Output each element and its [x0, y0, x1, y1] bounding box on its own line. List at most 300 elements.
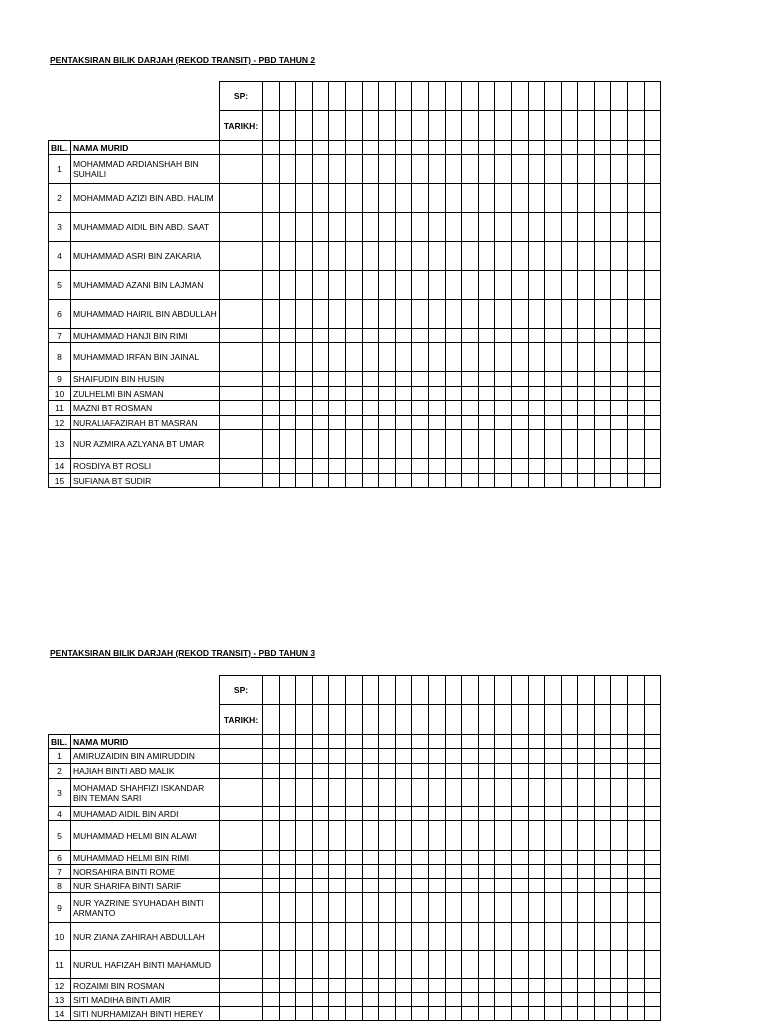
grid-cell[interactable] [478, 242, 495, 271]
grid-cell[interactable] [628, 141, 645, 155]
grid-cell[interactable] [611, 372, 628, 387]
grid-cell[interactable] [644, 865, 661, 879]
grid-cell[interactable] [545, 430, 562, 459]
grid-cell[interactable] [561, 416, 578, 430]
grid-cell[interactable] [412, 807, 429, 821]
grid-cell[interactable] [329, 387, 346, 401]
grid-cell[interactable] [345, 387, 362, 401]
grid-cell[interactable] [428, 893, 445, 923]
grid-cell[interactable] [478, 430, 495, 459]
grid-cell[interactable] [412, 372, 429, 387]
grid-cell[interactable] [545, 416, 562, 430]
grid-cell[interactable] [462, 779, 479, 807]
grid-cell[interactable] [478, 851, 495, 865]
grid-cell[interactable] [379, 213, 396, 242]
grid-cell[interactable] [345, 851, 362, 865]
grid-cell[interactable] [462, 764, 479, 779]
sp-cell[interactable] [220, 779, 263, 807]
grid-cell[interactable] [395, 343, 412, 372]
grid-cell[interactable] [594, 300, 611, 329]
grid-cell[interactable] [611, 213, 628, 242]
sp-cell[interactable] [220, 893, 263, 923]
grid-cell[interactable] [478, 111, 495, 141]
grid-cell[interactable] [561, 807, 578, 821]
grid-cell[interactable] [362, 993, 379, 1007]
grid-cell[interactable] [362, 111, 379, 141]
grid-cell[interactable] [279, 329, 296, 343]
grid-cell[interactable] [362, 474, 379, 488]
grid-cell[interactable] [296, 993, 313, 1007]
grid-cell[interactable] [528, 993, 545, 1007]
grid-cell[interactable] [478, 155, 495, 184]
grid-cell[interactable] [611, 242, 628, 271]
grid-cell[interactable] [362, 865, 379, 879]
grid-cell[interactable] [611, 764, 628, 779]
grid-cell[interactable] [611, 807, 628, 821]
grid-cell[interactable] [279, 242, 296, 271]
grid-cell[interactable] [462, 923, 479, 951]
grid-cell[interactable] [312, 329, 329, 343]
grid-cell[interactable] [329, 951, 346, 979]
grid-cell[interactable] [628, 851, 645, 865]
grid-cell[interactable] [395, 459, 412, 474]
grid-cell[interactable] [644, 387, 661, 401]
grid-cell[interactable] [345, 184, 362, 213]
grid-cell[interactable] [578, 213, 595, 242]
grid-cell[interactable] [296, 329, 313, 343]
grid-cell[interactable] [578, 184, 595, 213]
grid-cell[interactable] [561, 300, 578, 329]
grid-cell[interactable] [296, 851, 313, 865]
grid-cell[interactable] [395, 851, 412, 865]
sp-cell[interactable] [220, 242, 263, 271]
grid-cell[interactable] [412, 779, 429, 807]
grid-cell[interactable] [545, 82, 562, 111]
sp-cell[interactable] [220, 343, 263, 372]
grid-cell[interactable] [511, 329, 528, 343]
grid-cell[interactable] [478, 865, 495, 879]
grid-cell[interactable] [279, 401, 296, 416]
grid-cell[interactable] [345, 242, 362, 271]
grid-cell[interactable] [462, 474, 479, 488]
grid-cell[interactable] [379, 401, 396, 416]
grid-cell[interactable] [611, 141, 628, 155]
sp-cell[interactable] [220, 430, 263, 459]
grid-cell[interactable] [594, 343, 611, 372]
grid-cell[interactable] [561, 141, 578, 155]
grid-cell[interactable] [594, 372, 611, 387]
grid-cell[interactable] [545, 821, 562, 851]
grid-cell[interactable] [296, 749, 313, 764]
grid-cell[interactable] [462, 705, 479, 735]
grid-cell[interactable] [329, 879, 346, 893]
grid-cell[interactable] [445, 676, 462, 705]
grid-cell[interactable] [279, 474, 296, 488]
grid-cell[interactable] [462, 329, 479, 343]
grid-cell[interactable] [561, 979, 578, 993]
grid-cell[interactable] [412, 111, 429, 141]
grid-cell[interactable] [345, 111, 362, 141]
grid-cell[interactable] [578, 430, 595, 459]
grid-cell[interactable] [329, 329, 346, 343]
grid-cell[interactable] [511, 242, 528, 271]
grid-cell[interactable] [495, 213, 512, 242]
grid-cell[interactable] [511, 459, 528, 474]
grid-cell[interactable] [478, 300, 495, 329]
grid-cell[interactable] [412, 705, 429, 735]
grid-cell[interactable] [528, 329, 545, 343]
grid-cell[interactable] [511, 372, 528, 387]
grid-cell[interactable] [462, 372, 479, 387]
grid-cell[interactable] [428, 155, 445, 184]
grid-cell[interactable] [329, 821, 346, 851]
sp-cell[interactable] [220, 951, 263, 979]
grid-cell[interactable] [379, 749, 396, 764]
grid-cell[interactable] [329, 271, 346, 300]
grid-cell[interactable] [644, 851, 661, 865]
grid-cell[interactable] [412, 141, 429, 155]
grid-cell[interactable] [462, 749, 479, 764]
grid-cell[interactable] [462, 993, 479, 1007]
grid-cell[interactable] [296, 705, 313, 735]
grid-cell[interactable] [495, 184, 512, 213]
grid-cell[interactable] [445, 82, 462, 111]
grid-cell[interactable] [511, 82, 528, 111]
grid-cell[interactable] [528, 271, 545, 300]
grid-cell[interactable] [628, 430, 645, 459]
grid-cell[interactable] [345, 879, 362, 893]
grid-cell[interactable] [279, 735, 296, 749]
grid-cell[interactable] [329, 807, 346, 821]
grid-cell[interactable] [329, 372, 346, 387]
grid-cell[interactable] [395, 779, 412, 807]
grid-cell[interactable] [412, 865, 429, 879]
grid-cell[interactable] [379, 979, 396, 993]
grid-cell[interactable] [345, 401, 362, 416]
grid-cell[interactable] [279, 764, 296, 779]
grid-cell[interactable] [495, 155, 512, 184]
sp-cell[interactable] [220, 1007, 263, 1021]
grid-cell[interactable] [329, 401, 346, 416]
grid-cell[interactable] [445, 821, 462, 851]
grid-cell[interactable] [578, 749, 595, 764]
sp-cell[interactable] [220, 865, 263, 879]
grid-cell[interactable] [362, 213, 379, 242]
grid-cell[interactable] [296, 879, 313, 893]
grid-cell[interactable] [545, 213, 562, 242]
grid-cell[interactable] [644, 329, 661, 343]
grid-cell[interactable] [428, 242, 445, 271]
grid-cell[interactable] [312, 923, 329, 951]
grid-cell[interactable] [379, 300, 396, 329]
grid-cell[interactable] [561, 993, 578, 1007]
grid-cell[interactable] [611, 474, 628, 488]
grid-cell[interactable] [263, 343, 280, 372]
grid-cell[interactable] [561, 184, 578, 213]
grid-cell[interactable] [296, 184, 313, 213]
grid-cell[interactable] [263, 430, 280, 459]
grid-cell[interactable] [528, 764, 545, 779]
grid-cell[interactable] [445, 879, 462, 893]
grid-cell[interactable] [428, 951, 445, 979]
grid-cell[interactable] [312, 155, 329, 184]
grid-cell[interactable] [279, 807, 296, 821]
grid-cell[interactable] [362, 821, 379, 851]
grid-cell[interactable] [462, 242, 479, 271]
grid-cell[interactable] [379, 993, 396, 1007]
grid-cell[interactable] [495, 372, 512, 387]
grid-cell[interactable] [379, 705, 396, 735]
grid-cell[interactable] [362, 779, 379, 807]
grid-cell[interactable] [329, 865, 346, 879]
grid-cell[interactable] [478, 82, 495, 111]
grid-cell[interactable] [263, 141, 280, 155]
grid-cell[interactable] [279, 893, 296, 923]
grid-cell[interactable] [628, 300, 645, 329]
grid-cell[interactable] [279, 155, 296, 184]
grid-cell[interactable] [279, 459, 296, 474]
grid-cell[interactable] [395, 923, 412, 951]
grid-cell[interactable] [296, 807, 313, 821]
grid-cell[interactable] [428, 430, 445, 459]
grid-cell[interactable] [312, 184, 329, 213]
grid-cell[interactable] [478, 923, 495, 951]
grid-cell[interactable] [345, 271, 362, 300]
grid-cell[interactable] [594, 993, 611, 1007]
grid-cell[interactable] [263, 416, 280, 430]
grid-cell[interactable] [611, 459, 628, 474]
grid-cell[interactable] [495, 676, 512, 705]
grid-cell[interactable] [545, 459, 562, 474]
grid-cell[interactable] [345, 979, 362, 993]
grid-cell[interactable] [644, 82, 661, 111]
grid-cell[interactable] [462, 271, 479, 300]
grid-cell[interactable] [628, 401, 645, 416]
grid-cell[interactable] [412, 430, 429, 459]
grid-cell[interactable] [644, 735, 661, 749]
grid-cell[interactable] [644, 705, 661, 735]
grid-cell[interactable] [395, 300, 412, 329]
grid-cell[interactable] [462, 300, 479, 329]
grid-cell[interactable] [594, 821, 611, 851]
grid-cell[interactable] [511, 676, 528, 705]
grid-cell[interactable] [511, 735, 528, 749]
grid-cell[interactable] [561, 865, 578, 879]
grid-cell[interactable] [462, 416, 479, 430]
grid-cell[interactable] [279, 271, 296, 300]
grid-cell[interactable] [511, 923, 528, 951]
grid-cell[interactable] [511, 879, 528, 893]
grid-cell[interactable] [279, 951, 296, 979]
grid-cell[interactable] [329, 82, 346, 111]
grid-cell[interactable] [545, 807, 562, 821]
grid-cell[interactable] [478, 401, 495, 416]
grid-cell[interactable] [462, 865, 479, 879]
grid-cell[interactable] [395, 807, 412, 821]
grid-cell[interactable] [362, 951, 379, 979]
grid-cell[interactable] [462, 893, 479, 923]
grid-cell[interactable] [478, 271, 495, 300]
grid-cell[interactable] [345, 893, 362, 923]
grid-cell[interactable] [528, 821, 545, 851]
grid-cell[interactable] [263, 735, 280, 749]
grid-cell[interactable] [528, 735, 545, 749]
grid-cell[interactable] [644, 459, 661, 474]
grid-cell[interactable] [379, 416, 396, 430]
grid-cell[interactable] [528, 372, 545, 387]
grid-cell[interactable] [428, 416, 445, 430]
grid-cell[interactable] [511, 979, 528, 993]
grid-cell[interactable] [312, 993, 329, 1007]
grid-cell[interactable] [345, 705, 362, 735]
grid-cell[interactable] [428, 807, 445, 821]
grid-cell[interactable] [545, 329, 562, 343]
grid-cell[interactable] [445, 401, 462, 416]
grid-cell[interactable] [445, 749, 462, 764]
grid-cell[interactable] [345, 343, 362, 372]
grid-cell[interactable] [561, 459, 578, 474]
grid-cell[interactable] [611, 343, 628, 372]
grid-cell[interactable] [478, 343, 495, 372]
grid-cell[interactable] [362, 242, 379, 271]
grid-cell[interactable] [445, 923, 462, 951]
grid-cell[interactable] [561, 401, 578, 416]
grid-cell[interactable] [528, 1007, 545, 1021]
grid-cell[interactable] [445, 779, 462, 807]
grid-cell[interactable] [561, 82, 578, 111]
grid-cell[interactable] [545, 387, 562, 401]
grid-cell[interactable] [362, 401, 379, 416]
grid-cell[interactable] [362, 300, 379, 329]
grid-cell[interactable] [279, 779, 296, 807]
sp-cell[interactable] [220, 329, 263, 343]
grid-cell[interactable] [379, 764, 396, 779]
grid-cell[interactable] [312, 111, 329, 141]
grid-cell[interactable] [545, 951, 562, 979]
grid-cell[interactable] [561, 329, 578, 343]
grid-cell[interactable] [445, 993, 462, 1007]
grid-cell[interactable] [644, 807, 661, 821]
grid-cell[interactable] [478, 993, 495, 1007]
grid-cell[interactable] [628, 242, 645, 271]
grid-cell[interactable] [412, 764, 429, 779]
grid-cell[interactable] [445, 111, 462, 141]
grid-cell[interactable] [395, 184, 412, 213]
grid-cell[interactable] [379, 807, 396, 821]
grid-cell[interactable] [478, 705, 495, 735]
grid-cell[interactable] [279, 184, 296, 213]
grid-cell[interactable] [428, 865, 445, 879]
grid-cell[interactable] [445, 459, 462, 474]
grid-cell[interactable] [462, 387, 479, 401]
grid-cell[interactable] [511, 705, 528, 735]
grid-cell[interactable] [545, 271, 562, 300]
grid-cell[interactable] [312, 735, 329, 749]
grid-cell[interactable] [428, 749, 445, 764]
grid-cell[interactable] [578, 372, 595, 387]
grid-cell[interactable] [395, 213, 412, 242]
grid-cell[interactable] [379, 184, 396, 213]
grid-cell[interactable] [644, 923, 661, 951]
grid-cell[interactable] [379, 821, 396, 851]
grid-cell[interactable] [628, 111, 645, 141]
grid-cell[interactable] [445, 343, 462, 372]
grid-cell[interactable] [594, 951, 611, 979]
grid-cell[interactable] [329, 676, 346, 705]
grid-cell[interactable] [594, 141, 611, 155]
grid-cell[interactable] [279, 387, 296, 401]
grid-cell[interactable] [412, 213, 429, 242]
grid-cell[interactable] [329, 893, 346, 923]
grid-cell[interactable] [445, 141, 462, 155]
grid-cell[interactable] [628, 459, 645, 474]
grid-cell[interactable] [495, 764, 512, 779]
grid-cell[interactable] [263, 372, 280, 387]
grid-cell[interactable] [428, 923, 445, 951]
grid-cell[interactable] [379, 893, 396, 923]
grid-cell[interactable] [528, 893, 545, 923]
grid-cell[interactable] [379, 779, 396, 807]
grid-cell[interactable] [594, 401, 611, 416]
grid-cell[interactable] [545, 300, 562, 329]
grid-cell[interactable] [296, 979, 313, 993]
grid-cell[interactable] [279, 865, 296, 879]
grid-cell[interactable] [362, 705, 379, 735]
grid-cell[interactable] [412, 329, 429, 343]
grid-cell[interactable] [545, 155, 562, 184]
grid-cell[interactable] [345, 779, 362, 807]
grid-cell[interactable] [611, 676, 628, 705]
grid-cell[interactable] [345, 764, 362, 779]
grid-cell[interactable] [628, 979, 645, 993]
grid-cell[interactable] [395, 111, 412, 141]
grid-cell[interactable] [495, 416, 512, 430]
grid-cell[interactable] [545, 779, 562, 807]
grid-cell[interactable] [379, 155, 396, 184]
grid-cell[interactable] [428, 372, 445, 387]
sp-cell[interactable] [220, 213, 263, 242]
grid-cell[interactable] [362, 387, 379, 401]
grid-cell[interactable] [495, 111, 512, 141]
grid-cell[interactable] [511, 430, 528, 459]
grid-cell[interactable] [428, 821, 445, 851]
grid-cell[interactable] [312, 141, 329, 155]
grid-cell[interactable] [594, 242, 611, 271]
grid-cell[interactable] [263, 111, 280, 141]
grid-cell[interactable] [495, 821, 512, 851]
grid-cell[interactable] [462, 155, 479, 184]
grid-cell[interactable] [578, 416, 595, 430]
grid-cell[interactable] [495, 343, 512, 372]
grid-cell[interactable] [263, 474, 280, 488]
grid-cell[interactable] [445, 735, 462, 749]
grid-cell[interactable] [462, 343, 479, 372]
grid-cell[interactable] [495, 401, 512, 416]
grid-cell[interactable] [628, 372, 645, 387]
grid-cell[interactable] [362, 764, 379, 779]
grid-cell[interactable] [462, 676, 479, 705]
grid-cell[interactable] [545, 474, 562, 488]
grid-cell[interactable] [412, 893, 429, 923]
grid-cell[interactable] [644, 416, 661, 430]
sp-cell[interactable] [220, 184, 263, 213]
grid-cell[interactable] [478, 821, 495, 851]
grid-cell[interactable] [395, 893, 412, 923]
grid-cell[interactable] [395, 387, 412, 401]
grid-cell[interactable] [395, 141, 412, 155]
grid-cell[interactable] [462, 459, 479, 474]
grid-cell[interactable] [628, 993, 645, 1007]
